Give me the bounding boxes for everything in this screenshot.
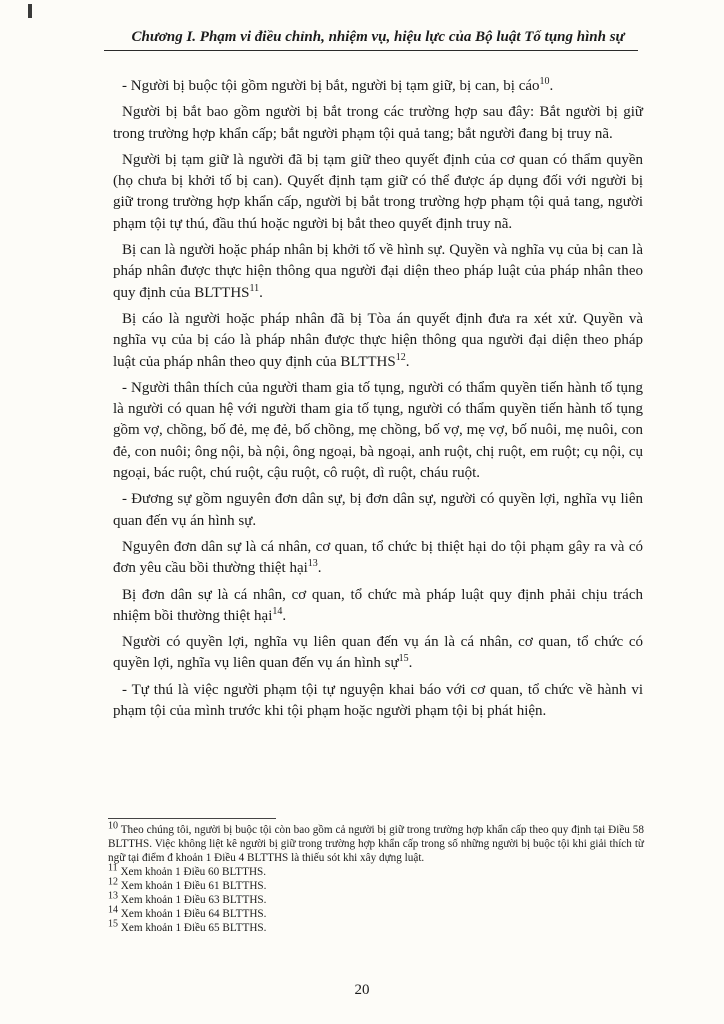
- footnote-ref[interactable]: 13: [307, 558, 318, 570]
- paragraph: Người bị bắt bao gồm người bị bắt trong các trường hợp sau đây: Bắt người bị giữ trong trường hợp khẩn cấp; bắt người phạm tội quả tang; bắt người đang bị truy nã.: [113, 104, 643, 142]
- body-text: [113, 76, 643, 727]
- footnote-ref[interactable]: 15: [398, 653, 409, 665]
- footnote-separator: [108, 818, 276, 819]
- footnotes: [108, 820, 644, 935]
- footnote-ref[interactable]: 11: [249, 282, 260, 294]
- footnote-ref[interactable]: 14: [272, 605, 283, 617]
- footnote: $^{14}$ Xem khoản 1 Điều 64 BLTTHS.: [108, 904, 267, 920]
- footnote: $^{13}$ Xem khoản 1 Điều 63 BLTTHS.: [108, 890, 267, 906]
- paragraph: Người có quyền lợi, nghĩa vụ liên quan đến vụ án là cá nhân, cơ quan, tổ chức có quyền lợi, nghĩa vụ liên quan đến vụ án hình sự$^{15}$.: [113, 634, 643, 672]
- paragraph: Bị can là người hoặc pháp nhân bị khởi tố về hình sự. Quyền và nghĩa vụ của bị can là pháp nhân được thực hiện thông qua người đại diện theo pháp luật của pháp nhân theo quy định của BLTTHS$^{11}$.: [113, 242, 643, 301]
- footnote: $^{10}$ Theo chúng tôi, người bị buộc tội còn bao gồm cả người bị giữ trong trường hợp khẩn cấp theo quy định tại Điều 58 BLTTHS. Việc không liệt kê người bị giữ trong trường hợp khẩn cấp trong số những người bị buộc tội khi giải thích từ ngữ tại điểm đ khoản 1 Điều 4 BLTTHS là thiếu sót khi xây dựng luật.: [108, 820, 644, 864]
- paragraph: - Người thân thích của người tham gia tố tụng, người có thẩm quyền tiến hành tố tụng là người có quan hệ với người tham gia tố tụng, người có thẩm quyền tiến hành tố tụng gồm vợ, chồng, bố đẻ, mẹ đẻ, bố chồng, mẹ chồng, bố vợ, mẹ vợ, bố nuôi, mẹ nuôi, con đẻ, con nuôi; ông nội, bà nội, ông ngoại, bà ngoại, anh ruột, chị ruột, em ruột; cụ nội, cụ ngoại, bác ruột, chú ruột, cậu ruột, cô ruột, dì ruột, cháu ruột.: [113, 379, 643, 482]
- footnote-ref[interactable]: 10: [539, 76, 550, 87]
- page-number: 20: [354, 982, 370, 998]
- paragraph: - Đương sự gồm nguyên đơn dân sự, bị đơn dân sự, người có quyền lợi, nghĩa vụ liên quan đến vụ án hình sự.: [113, 491, 643, 529]
- footnote: $^{15}$ Xem khoản 1 Điều 65 BLTTHS.: [108, 918, 267, 934]
- header-rule: [104, 50, 638, 51]
- paragraph: Người bị tạm giữ là người đã bị tạm giữ theo quyết định của cơ quan có thẩm quyền (họ chưa bị khởi tố bị can). Quyết định tạm giữ có thể được áp dụng đối với người bị giữ trong trường hợp khẩn cấp, người bị bắt trong trường hợp phạm tội quả tang, người phạm tội tự thú, đầu thú hoặc người bị bắt theo quyết định truy nã.: [113, 151, 643, 232]
- running-header: [118, 29, 638, 46]
- paragraph: - Người bị buộc tội gồm người bị bắt, người bị tạm giữ, bị can, bị cáo$^{10}$.: [122, 76, 554, 94]
- chapter-title: Phạm vi điều chỉnh, nhiệm vụ, hiệu lực của Bộ luật Tố tụng hình sự: [199, 29, 625, 45]
- footnote: $^{11}$ Xem khoản 1 Điều 60 BLTTHS.: [108, 862, 267, 878]
- paragraph: - Tự thú là việc người phạm tội tự nguyện khai báo với cơ quan, tổ chức về hành vi phạm tội của mình trước khi tội phạm hoặc người phạm tội bị phát hiện.: [113, 681, 643, 720]
- chapter-label: Chương I.: [131, 29, 197, 45]
- footnote-ref[interactable]: 12: [395, 351, 406, 363]
- paragraph: Bị cáo là người hoặc pháp nhân đã bị Tòa án quyết định đưa ra xét xử. Quyền và nghĩa vụ của bị cáo là pháp nhân được thực hiện thông qua người đại diện theo pháp luật của pháp nhân theo quy định của BLTTHS$^{12}$.: [113, 310, 643, 370]
- paragraph: Bị đơn dân sự là cá nhân, cơ quan, tổ chức mà pháp luật quy định phải chịu trách nhiệm bồi thường thiệt hại$^{14}$.: [113, 586, 643, 624]
- scan-mark: [28, 4, 32, 18]
- footnote: $^{12}$ Xem khoản 1 Điều 61 BLTTHS.: [108, 876, 267, 892]
- paragraph: Nguyên đơn dân sự là cá nhân, cơ quan, tổ chức bị thiệt hại do tội phạm gây ra và có đơn yêu cầu bồi thường thiệt hại$^{13}$.: [113, 538, 643, 577]
